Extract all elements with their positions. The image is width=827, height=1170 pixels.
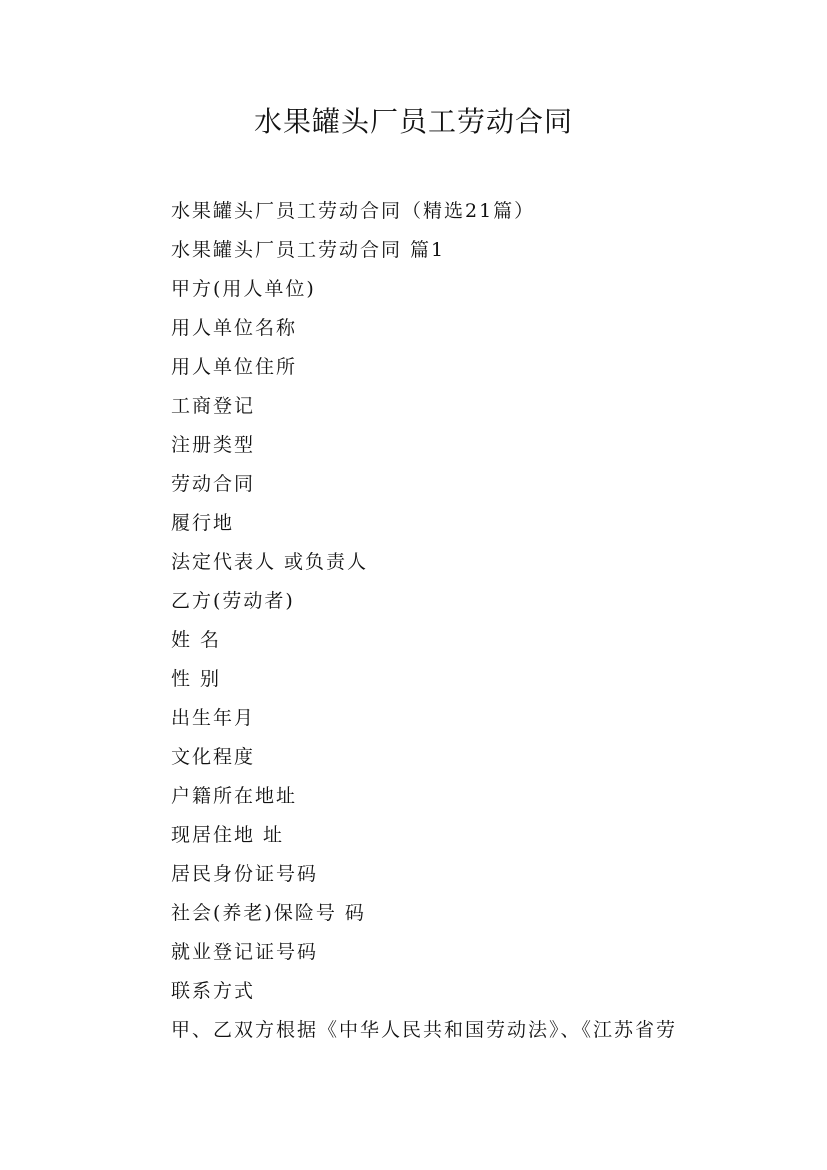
body-line-insurance-number: 社会(养老)保险号 码 bbox=[171, 902, 366, 924]
body-line-id-number: 居民身份证号码 bbox=[171, 863, 319, 885]
body-line-employer-name: 用人单位名称 bbox=[171, 317, 298, 339]
body-line-labor-contract: 劳动合同 bbox=[171, 473, 256, 495]
body-line-business-registration: 工商登记 bbox=[171, 395, 256, 417]
body-line-party-a: 甲方(用人单位) bbox=[171, 278, 316, 300]
body-line-contact: 联系方式 bbox=[171, 980, 256, 1002]
body-line-subtitle: 水果罐头厂员工劳动合同（精选21篇） bbox=[171, 200, 536, 222]
body-line-birth-date: 出生年月 bbox=[171, 707, 256, 729]
body-line-registration-type: 注册类型 bbox=[171, 434, 256, 456]
body-line-current-address: 现居住地 址 bbox=[171, 824, 285, 846]
body-line-household-address: 户籍所在地址 bbox=[171, 785, 298, 807]
body-line-section-heading: 水果罐头厂员工劳动合同 篇1 bbox=[171, 239, 446, 261]
body-line-gender: 性 别 bbox=[171, 668, 222, 690]
document-title: 水果罐头厂员工劳动合同 bbox=[253, 105, 573, 138]
body-line-employment-registration: 就业登记证号码 bbox=[171, 941, 319, 963]
body-line-employer-address: 用人单位住所 bbox=[171, 356, 298, 378]
document-body bbox=[171, 192, 731, 1050]
body-line-name: 姓 名 bbox=[171, 629, 222, 651]
body-line-legal-representative: 法定代表人 或负责人 bbox=[171, 551, 369, 573]
body-line-agreement-basis: 甲、乙双方根据《中华人民共和国劳动法》、《江苏省劳 bbox=[171, 1019, 678, 1041]
body-line-party-b: 乙方(劳动者) bbox=[171, 590, 295, 612]
body-line-performance-place: 履行地 bbox=[171, 512, 235, 534]
body-line-education: 文化程度 bbox=[171, 746, 256, 768]
